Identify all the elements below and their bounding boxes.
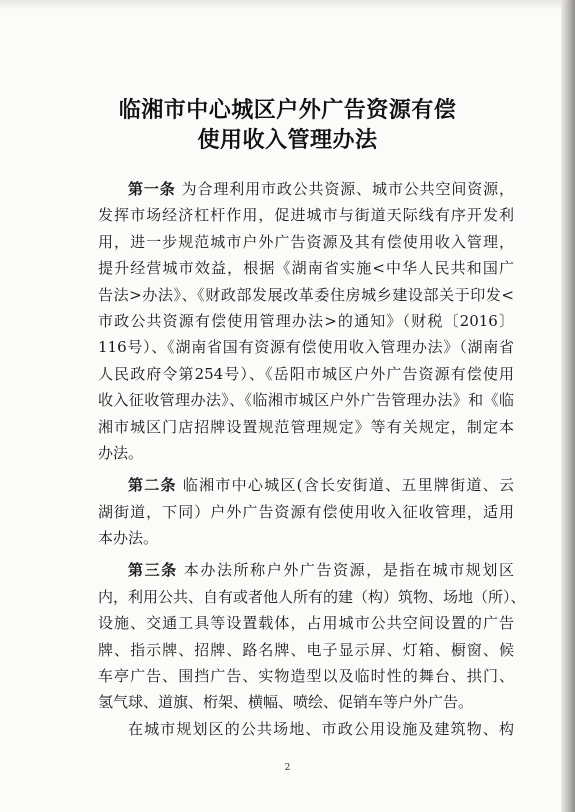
article-2 [98,472,514,551]
document-body [98,176,526,742]
scan-shadow [0,0,575,10]
article-1-line-5: 告法>办法》、《财政部发展改革委住房城乡建设部关于印发< [98,285,514,304]
article-2-label: 第二条 [128,476,177,495]
article-1-line-1 [98,176,514,202]
article-2-line-3: 本办法。 [98,529,159,548]
article-3-line-1 [98,557,514,583]
article-3-line-7: 在城市规划区的公共场地、市政公用设施及建筑物、构 [128,719,514,738]
article-3-label: 第三条 [128,561,178,580]
article-1-line-3: 用，进一步规范城市户外广告资源及其有偿使用收入管理， [98,232,514,251]
article-1-text: 为合理利用市政公共资源、城市公共空间资源， [181,180,514,198]
document-title-line-1: 临湘市中心城区户外广告资源有偿 [118,98,457,123]
article-3-line-3: 设施、交通工具等设置载体，占用城市公共空间设置的广告 [98,614,514,633]
article-1-line-10: 湘市城区门店招牌设置规范管理规定》等有关规定，制定本 [98,417,514,436]
article-3-line-6: 氢气球、道旗、桁架、横幅、喷绘、促销车等户外广告。 [98,693,474,712]
article-1-label: 第一条 [128,180,176,198]
article-1-line-4: 提升经营城市效益，根据《湖南省实施<中华人民共和国广 [98,259,514,278]
article-3-line-4: 牌、指示牌、招牌、路名牌、电子显示屏、灯箱、橱窗、候 [98,640,514,659]
article-1-line-6: 市政公共资源有偿使用管理办法>的通知》（财税〔2016〕 [98,311,514,330]
article-1-line-7: 116号）、《湖南省国有资源有偿使用收入管理办法》（湖南省 [98,338,514,357]
document-title-line-2: 使用收入管理办法 [197,128,378,153]
article-2-text: 临湘市中心城区(含长安街道、五里牌街道、云 [182,476,514,495]
article-1 [98,176,514,466]
article-3-line-2: 内，利用公共、自有或者他人所有的建（构）筑物、场地（所）、 [98,587,526,606]
article-3 [98,557,526,742]
article-3-line-5: 车亭广告、围挡广告、实物造型以及临时性的舞台、拱门、 [98,667,514,686]
page-number: 2 [284,763,291,773]
article-2-line-2: 湖街道，下同）户外广告资源有偿使用收入征收管理，适用 [98,502,514,521]
article-3-text: 本办法所称户外广告资源，是指在城市规划区 [183,561,514,580]
article-1-line-8: 人民政府令第254号）、《岳阳市城区户外广告资源有偿使用 [98,364,514,383]
article-1-line-2: 发挥市场经济杠杆作用，促进城市与街道天际线有序开发利 [98,206,514,225]
article-1-line-9: 收入征收管理办法》、《临湘市城区户外广告管理办法》和《临 [98,391,514,410]
article-2-line-1 [98,472,514,498]
article-1-line-11: 办法。 [98,443,144,462]
